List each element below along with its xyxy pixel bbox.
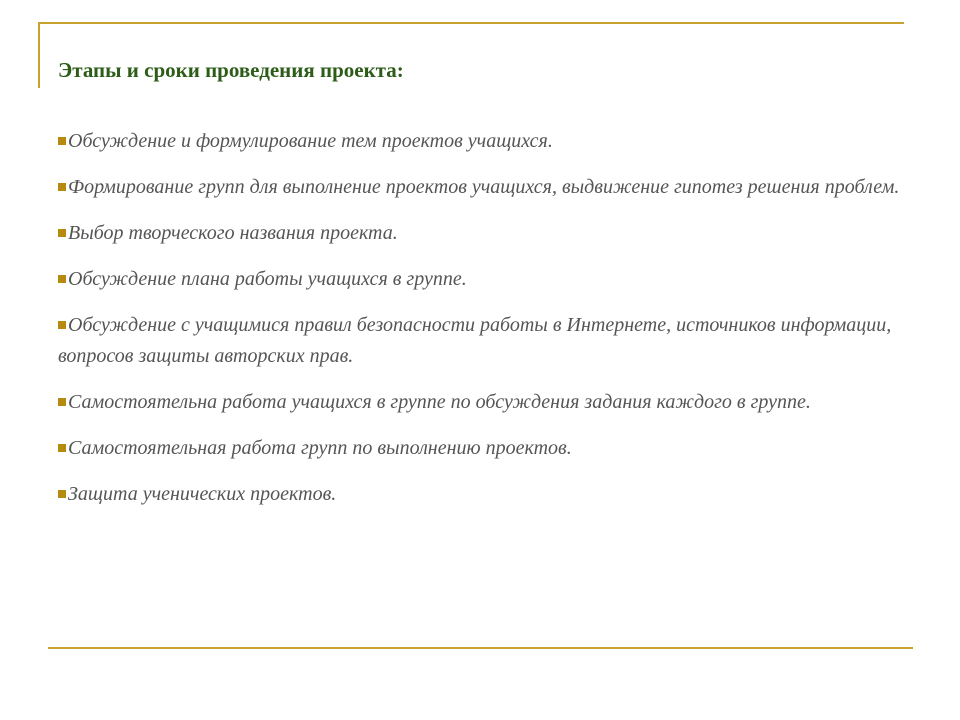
list-item — [58, 479, 908, 510]
top-divider-line — [38, 22, 904, 24]
square-bullet-icon — [58, 321, 66, 329]
list-item — [58, 264, 908, 295]
bullet-list — [58, 126, 908, 525]
list-item-text: Обсуждение плана работы учащихся в группе. — [68, 268, 467, 290]
square-bullet-icon — [58, 229, 66, 237]
square-bullet-icon — [58, 183, 66, 191]
list-item — [58, 126, 908, 157]
square-bullet-icon — [58, 137, 66, 145]
slide-title: Этапы и сроки проведения проекта: — [58, 58, 404, 82]
list-item-text: Защита ученических проектов. — [68, 483, 337, 505]
list-item — [58, 218, 908, 249]
square-bullet-icon — [58, 490, 66, 498]
bottom-divider-line — [48, 647, 913, 649]
list-item-text: Самостоятельна работа учащихся в группе по обсуждения задания каждого в группе. — [68, 391, 811, 413]
list-item — [58, 172, 908, 203]
list-item — [58, 433, 908, 464]
square-bullet-icon — [58, 275, 66, 283]
list-item — [58, 310, 908, 372]
list-item-text: Обсуждение с учащимися правил безопасности работы в Интернете, источников информации, вопросов защиты авторских прав. — [58, 314, 892, 367]
list-item-text: Выбор творческого названия проекта. — [68, 222, 398, 244]
list-item — [58, 387, 908, 418]
left-accent-line — [38, 22, 40, 88]
square-bullet-icon — [58, 444, 66, 452]
list-item-text: Обсуждение и формулирование тем проектов учащихся. — [68, 130, 553, 152]
list-item-text: Самостоятельная работа групп по выполнению проектов. — [68, 437, 572, 459]
list-item-text: Формирование групп для выполнение проектов учащихся, выдвижение гипотез решения проблем. — [68, 176, 900, 198]
square-bullet-icon — [58, 398, 66, 406]
